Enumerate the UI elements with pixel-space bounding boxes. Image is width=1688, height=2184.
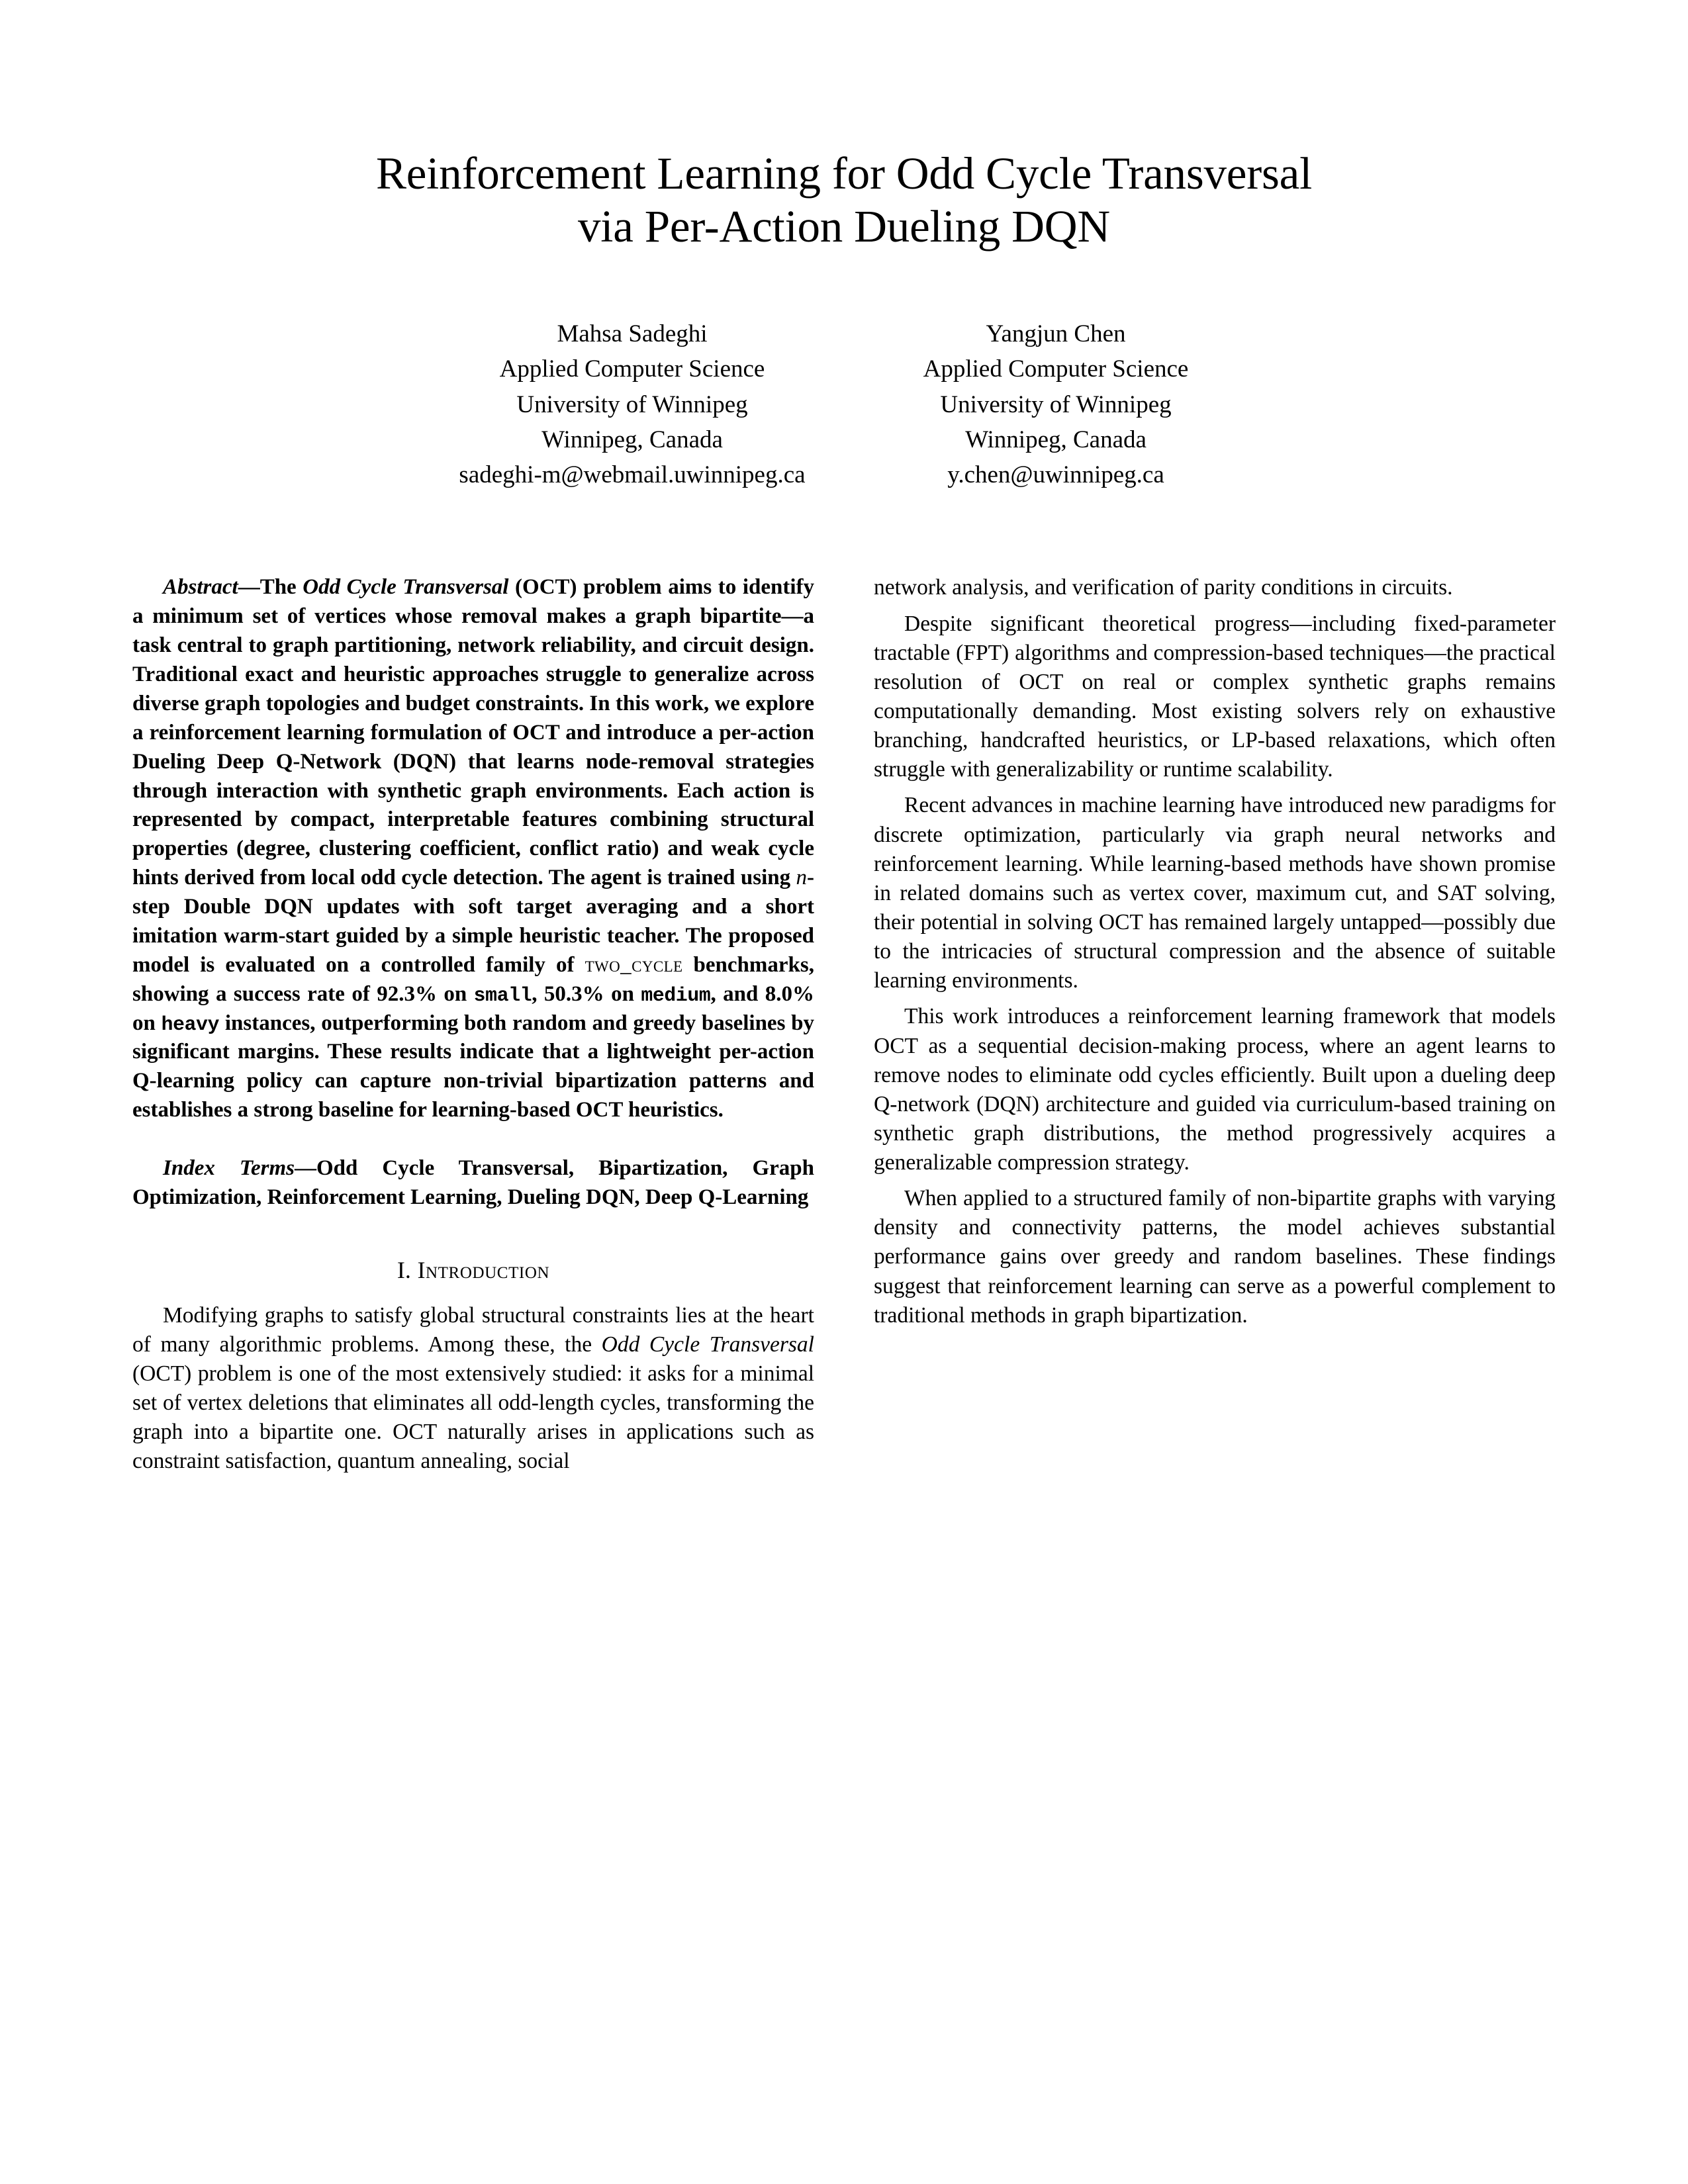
index-terms-list: Odd Cycle Transversal, Bipartization, Graph Optimization, Reinforcement Learning, Dueling DQN, Deep Q-Learning [132, 1156, 814, 1209]
abstract-dash: — [238, 575, 260, 600]
abstract-level-heavy: heavy [161, 1013, 220, 1036]
abstract-seg-5: , 50.3% on [532, 981, 641, 1006]
abstract-emphasis-oct: Odd Cycle Transversal [303, 575, 509, 600]
section-numeral: I. [397, 1256, 411, 1283]
abstract-level-small: small [473, 983, 532, 1007]
intro-paragraph-1 [132, 1301, 814, 1477]
intro-p1-seg-a: Modifying graphs to satisfy global structural constraints lies at the heart of many algorithmic problems. Among these, the [132, 1302, 814, 1357]
author-name: Yangjun Chen [986, 320, 1126, 348]
abstract-math-n: n [796, 866, 807, 890]
intro-paragraph-4: This work introduces a reinforcement learning framework that models OCT as a sequential decision-making process, where an agent learns to remove nodes to eliminate odd cycles efficiently. Built upon a dueling deep Q-network (DQN) architecture and guided via curriculum-based training on synthetic graph distributions, the method progressively acquires a generalizable compression strategy. [874, 1004, 1556, 1175]
index-terms-paragraph [132, 1154, 814, 1212]
body-columns [132, 573, 1556, 1476]
section-heading-introduction [132, 1256, 814, 1284]
title-line-1: Reinforcement Learning for Odd Cycle Transversal [375, 148, 1313, 199]
index-terms-label: Index Terms [163, 1156, 295, 1181]
author-location: Winnipeg, Canada [541, 426, 723, 453]
title-line-2: via Per-Action Dueling DQN [577, 201, 1110, 252]
index-terms-dash: — [295, 1156, 317, 1181]
intro-paragraph-1-continued [874, 573, 1556, 602]
title-block [132, 0, 1556, 253]
intro-p1-seg-b: (OCT) problem is one of the most extensively studied: it asks for a minimal set of vertex deletions that eliminates all odd-length cycles, transforming the graph into a bipartite one. OCT naturally arises in applications such as constraint satisfaction, quantum annealing, social [132, 1361, 814, 1474]
author-location: Winnipeg, Canada [965, 426, 1147, 453]
intro-paragraph-5: When applied to a structured family of non-bipartite graphs with varying density and connectivity patterns, the model achieves substantial performance gains over greedy and random baselines. These findings suggest that reinforcement learning can serve as a powerful complement to traditional methods in graph bipartization. [874, 1186, 1556, 1328]
author-entry-2 [844, 316, 1268, 492]
column-left [132, 573, 814, 1476]
abstract-seg-3: -step Double DQN updates with soft target averaging and a short imitation warm-start guided by a simple heuristic teacher. The proposed model is evaluated on a controlled family of [132, 866, 814, 977]
section-title: Introduction [417, 1256, 550, 1283]
intro-paragraph-3: Recent advances in machine learning have introduced new paradigms for discrete optimization, particularly via graph neural networks and reinforcement learning. While learning-based methods have shown promise in related domains such as vertex cover, maximum cut, and SAT solving, their potential in solving OCT has remained largely untapped—possibly due to the intricacies of structural compression and the absence of suitable learning environments. [874, 793, 1556, 993]
author-department: Applied Computer Science [499, 355, 765, 383]
abstract-seg-1: The [259, 575, 303, 600]
author-name: Mahsa Sadeghi [557, 320, 708, 348]
author-email[interactable]: y.chen@uwinnipeg.ca [947, 461, 1164, 489]
abstract-seg-6: , and 8.0% on [132, 981, 814, 1035]
intro-p1-emphasis-oct: Odd Cycle Transversal [601, 1332, 814, 1357]
author-department: Applied Computer Science [923, 355, 1189, 383]
abstract-seg-4: benchmarks, showing a success rate of 92.3% on [132, 952, 814, 1006]
page-title [132, 147, 1556, 253]
abstract-benchmark-name: two_cycle [585, 952, 683, 977]
abstract-seg-2: (OCT) problem aims to identify a minimum set of vertices whose removal makes a graph bipartite—a task central to graph partitioning, network reliability, and circuit design. Traditional exact and heuristic approaches struggle to generalize across diverse graph topologies and budget constraints. In this work, we explore a reinforcement learning formulation of OCT and introduce a per-action Dueling Deep Q-Network (DQN) that learns node-removal strategies through interaction with synthetic graph environments. Each action is represented by compact, interpretable features combining structural properties (degree, clustering coefficient, conflict ratio) and weak cycle hints derived from local odd cycle detection. The agent is trained using [132, 575, 814, 890]
author-institution: University of Winnipeg [516, 390, 748, 418]
intro-p1-continuation: network analysis, and verification of parity conditions in circuits. [874, 575, 1453, 600]
abstract-label: Abstract [163, 575, 238, 600]
author-block [132, 316, 1556, 492]
abstract-level-medium: medium [641, 983, 711, 1007]
column-right [874, 573, 1556, 1476]
abstract-seg-7: instances, outperforming both random and greedy baselines by significant margins. These results indicate that a lightweight per-action Q-learning policy can capture non-trivial bipartization patterns and establishes a strong baseline for learning-based OCT heuristics. [132, 1011, 814, 1122]
author-institution: University of Winnipeg [940, 390, 1172, 418]
abstract-paragraph [132, 573, 814, 1125]
author-entry-1 [420, 316, 844, 492]
author-email[interactable]: sadeghi-m@webmail.uwinnipeg.ca [459, 461, 806, 489]
intro-paragraph-2: Despite significant theoretical progress—including fixed-parameter tractable (FPT) algorithms and compression-based techniques—the practical resolution of OCT on real or complex synthetic graphs remains computationally demanding. Most existing solvers rely on exhaustive branching, handcrafted heuristics, or LP-based relaxations, which often struggle with generalizability or runtime scalability. [874, 611, 1556, 782]
